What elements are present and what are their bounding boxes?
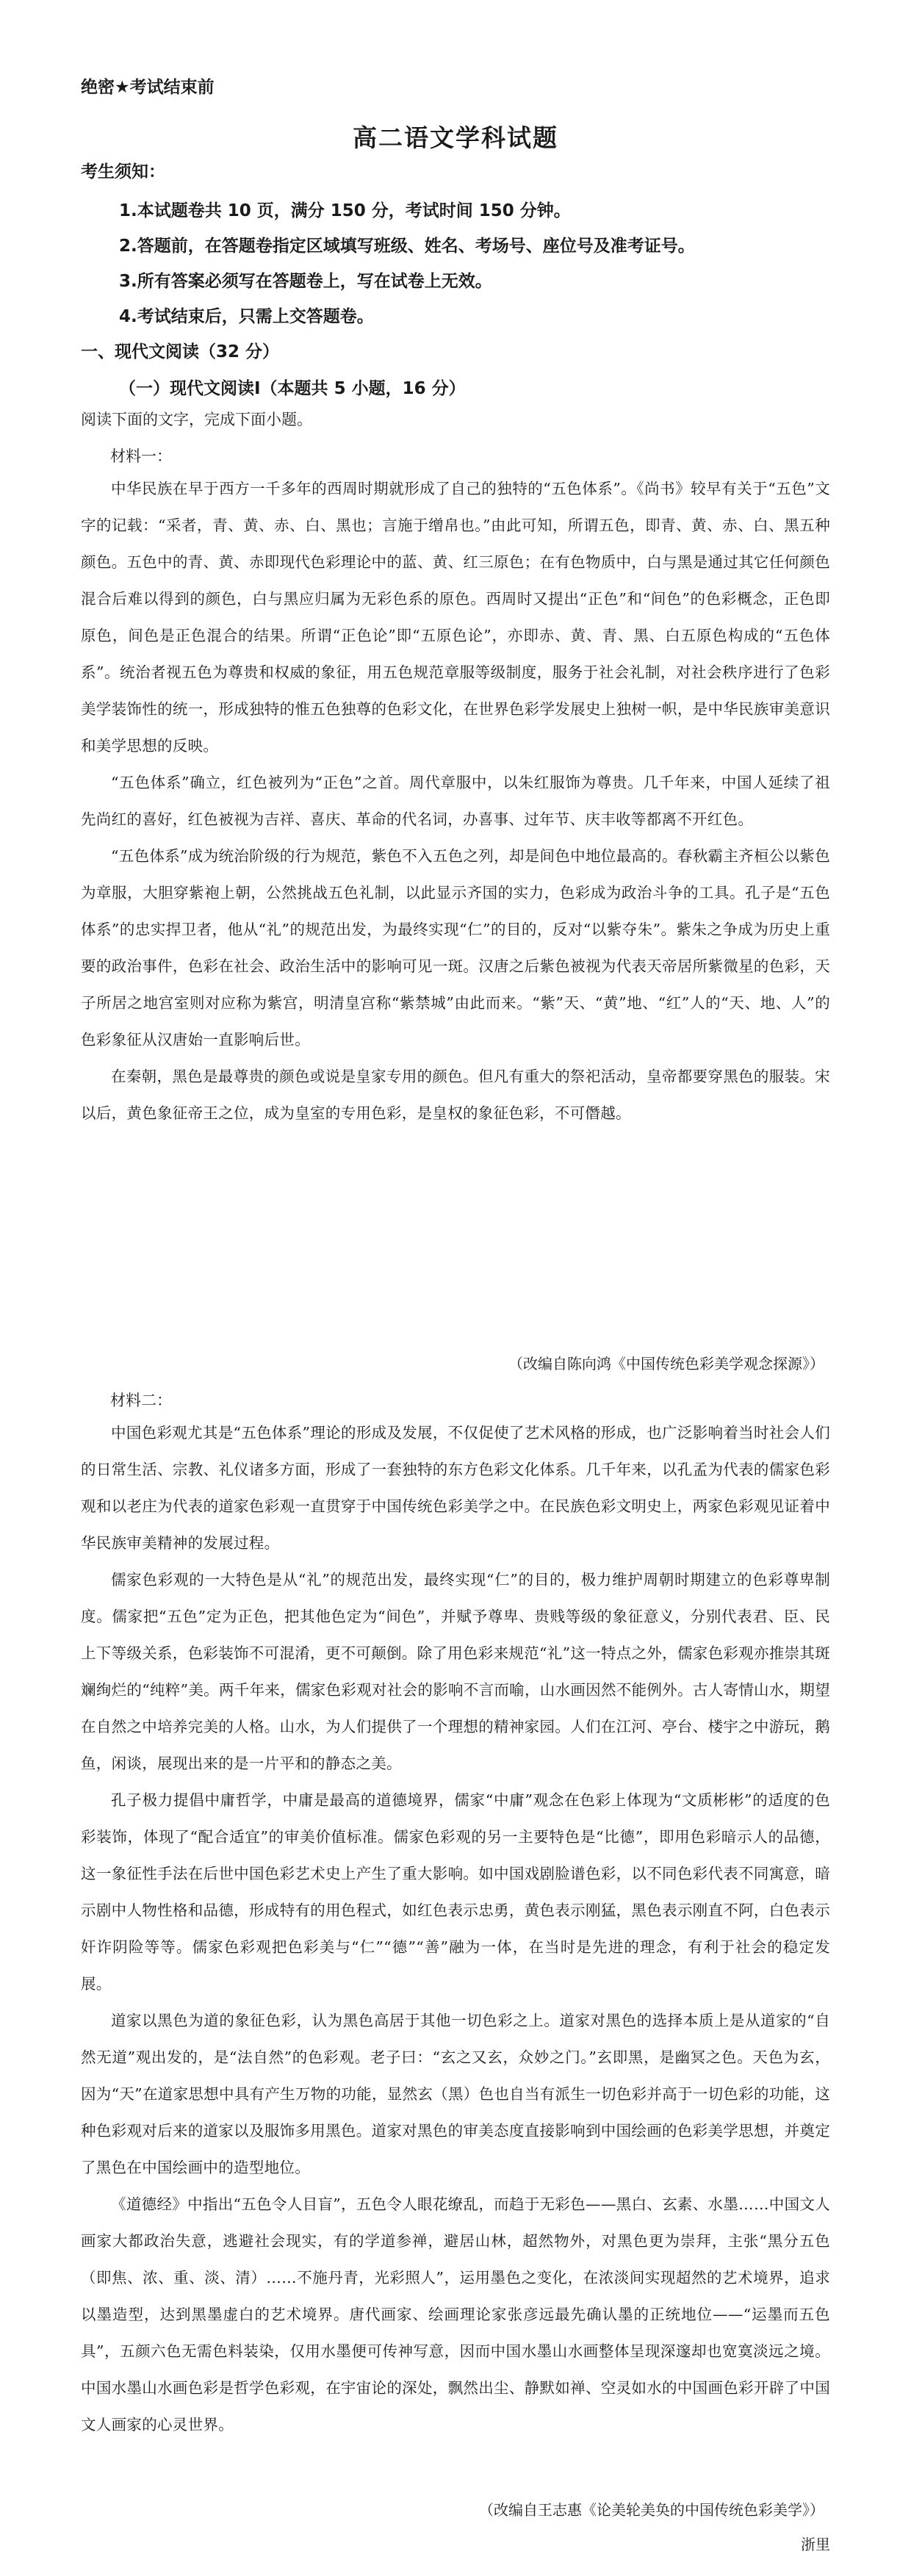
page-corner-mark: 浙里 xyxy=(801,2536,830,2553)
paragraph: 《道德经》中指出“五色令人目盲”，五色令人眼花缭乱，而趋于无彩色——黑白、玄素、水墨……中国文人画家大都政治失意，逃避社会现实，有的学道参禅，避居山林，超然物外，对黑色更为崇拜，主张“黑分五色（即焦、浓、重、淡、清）……不施丹青，光彩照人”，运用墨色之变化，在浓淡间实现超然的艺术境界，追求以墨造型，达到黑墨虚白的艺术境界。唐代画家、绘画理论家张彦远最先确认墨的正统地位——“运墨而五色具”，五颜六色无需色料装染，仅用水墨便可传神写意，因而中国水墨山水画整体呈现深邃却也宽寞淡远之境。中国水墨山水画色彩是哲学色彩观，在宇宙论的深处，飘然出尘、静默如禅、空灵如水的中国画色彩开辟了中国文人画家的心灵世界。 xyxy=(81,2195,830,2433)
subsection-heading: （一）现代文阅读Ⅰ（本题共 5 小题，16 分） xyxy=(119,379,466,398)
paragraph: 中华民族在早于西方一千多年的西周时期就形成了自己的独特的“五色体系”。《尚书》较早有关于“五色”文字的记载：“采者，青、黄、赤、白、黑也；言施于缯帛也。”由此可知，所谓五色，即青、黄、赤、白、黑五种颜色。五色中的青、黄、赤即现代色彩理论中的蓝、黄、红三原色；在有色物质中，白与黑是通过其它任何颜色混合后难以得到的颜色，白与黑应归属为无彩色系的原色。西周时又提出“正色”和“间色”的色彩概念，正色即原色，间色是正色混合的结果。所谓“正色论”即“五原色论”，亦即赤、黄、青、黑、白五原色构成的“五色体系”。统治者视五色为尊贵和权威的象征，用五色规范章服等级制度，服务于社会礼制，对社会秩序进行了色彩美学装饰性的统一，形成独特的惟五色独尊的色彩文化，在世界色彩学发展史上独树一帜，是中华民族审美意识和美学思想的反映。 xyxy=(81,480,830,755)
material-1-source: （改编自陈向鸿《中国传统色彩美学观念探源》） xyxy=(508,1355,824,1372)
material-1-label: 材料一： xyxy=(110,447,172,465)
notice-item: 1.本试题卷共 10 页，满分 150 分，考试时间 150 分钟。 xyxy=(119,201,571,220)
paragraph: 道家以黑色为道的象征色彩，认为黑色高居于其他一切色彩之上。道家对黑色的选择本质上是从道家的“自然无道”观出发的，是“法自然”的色彩观。老子曰：“玄之又玄，众妙之门。”玄即黑，是幽冥之色。天色为玄，因为“天”在道家思想中具有产生万物的功能，显然玄（黑）色也自当有派生一切色彩并高于一切色彩的功能，这种色彩观对后来的道家以及服饰多用黑色。道家对黑色的审美态度直接影响到中国绘画的色彩美学思想，并奠定了黑色在中国绘画中的造型地位。 xyxy=(81,2012,830,2176)
notice-heading: 考生须知： xyxy=(81,162,165,181)
material-2-source: （改编自王志惠《论美轮美奂的中国传统色彩美学》） xyxy=(479,2501,824,2519)
exam-title: 高二语文学科试题 xyxy=(353,123,558,152)
paragraph: 孔子极力提倡中庸哲学，中庸是最高的道德境界，儒家“中庸”观念在色彩上体现为“文质彬彬”的适度的色彩装饰，体现了“配合适宜”的审美价值标准。儒家色彩观的另一主要特色是“比德”，即用色彩暗示人的品德，这一象征性手法在后世中国色彩艺术史上产生了重大影响。如中国戏剧脸谱色彩，以不同色彩代表不同寓意，暗示剧中人物性格和品德，形成特有的用色程式，如红色表示忠勇，黄色表示刚猛，黑色表示刚直不阿，白色表示奸诈阴险等等。儒家色彩观把色彩美与“仁”“德”“善”融为一体，在当时是先进的理念，有利于社会的稳定发展。 xyxy=(81,1791,830,1993)
notice-item: 3.所有答案必须写在答题卷上，写在试卷上无效。 xyxy=(119,272,492,291)
notice-item: 4.考试结束后，只需上交答题卷。 xyxy=(119,307,374,326)
paragraph: 儒家色彩观的一大特色是从“礼”的规范出发，最终实现“仁”的目的，极力维护周朝时期建立的色彩尊卑制度。儒家把“五色”定为正色，把其他色定为“间色”，并赋予尊卑、贵贱等级的象征意义，分别代表君、臣、民上下等级关系，色彩装饰不可混淆，更不可颠倒。除了用色彩来规范“礼”这一特点之外，儒家色彩观亦推崇其斑斓绚烂的“纯粹”美。两千年来，儒家色彩观对社会的影响不言而喻，山水画因然不能例外。古人寄情山水，期望在自然之中培养完美的人格。山水，为人们提供了一个理想的精神家园。人们在江河、亭台、楼宇之中游玩，鹅鱼，闲谈，展现出来的是一片平和的静态之美。 xyxy=(81,1571,830,1772)
notice-item: 2.答题前，在答题卷指定区域填写班级、姓名、考场号、座位号及准考证号。 xyxy=(119,237,695,256)
section-heading: 一、现代文阅读（32 分） xyxy=(81,342,280,361)
reading-instruction: 阅读下面的文字，完成下面小题。 xyxy=(81,411,312,428)
paragraph: 中国色彩观尤其是“五色体系”理论的形成及发展，不仅促使了艺术风格的形成，也广泛影响着当时社会人们的日常生活、宗教、礼仪诸多方面，形成了一套独特的东方色彩文化体系。几千年来，以孔孟为代表的儒家色彩观和以老庄为代表的道家色彩观一直贯穿于中国传统色彩美学之中。在民族色彩文明史上，两家色彩观见证着中华民族审美精神的发展过程。 xyxy=(81,1424,830,1552)
paragraph: “五色体系”成为统治阶级的行为规范，紫色不入五色之列，却是间色中地位最高的。春秋霸主齐桓公以紫色为章服，大胆穿紫袍上朝，公然挑战五色礼制，以此显示齐国的实力，色彩成为政治斗争的工具。孔子是“五色体系”的忠实捍卫者，他从“礼”的规范出发，为最终实现“仁”的目的，反对“以紫夺朱”。紫朱之争成为历史上重要的政治事件，色彩在社会、政治生活中的影响可见一斑。汉唐之后紫色被视为代表天帝居所紫微星的色彩，天子所居之地宫室则对应称为紫宫，明清皇宫称“紫禁城”由此而来。“紫”天、“黄”地、“红”人的“天、地、人”的色彩象征从汉唐始一直影响后世。 xyxy=(81,847,830,1048)
confidential-mark: 绝密★考试结束前 xyxy=(81,78,215,97)
paragraph: “五色体系”确立，红色被列为“正色”之首。周代章服中，以朱红服饰为尊贵。几千年来，中国人延续了祖先尚红的喜好，红色被视为吉祥、喜庆、革命的代名词，办喜事、过年节、庆丰收等都离不开红色。 xyxy=(81,774,830,828)
material-1-text xyxy=(81,470,830,1132)
material-2-text xyxy=(81,1414,830,2443)
paragraph: 在秦朝，黑色是最尊贵的颜色或说是皇家专用的颜色。但凡有重大的祭祀活动，皇帝都要穿黑色的服装。宋以后，黄色象征帝王之位，成为皇室的专用色彩，是皇权的象征色彩，不可僭越。 xyxy=(81,1068,830,1122)
material-2-label: 材料二： xyxy=(110,1392,172,1409)
